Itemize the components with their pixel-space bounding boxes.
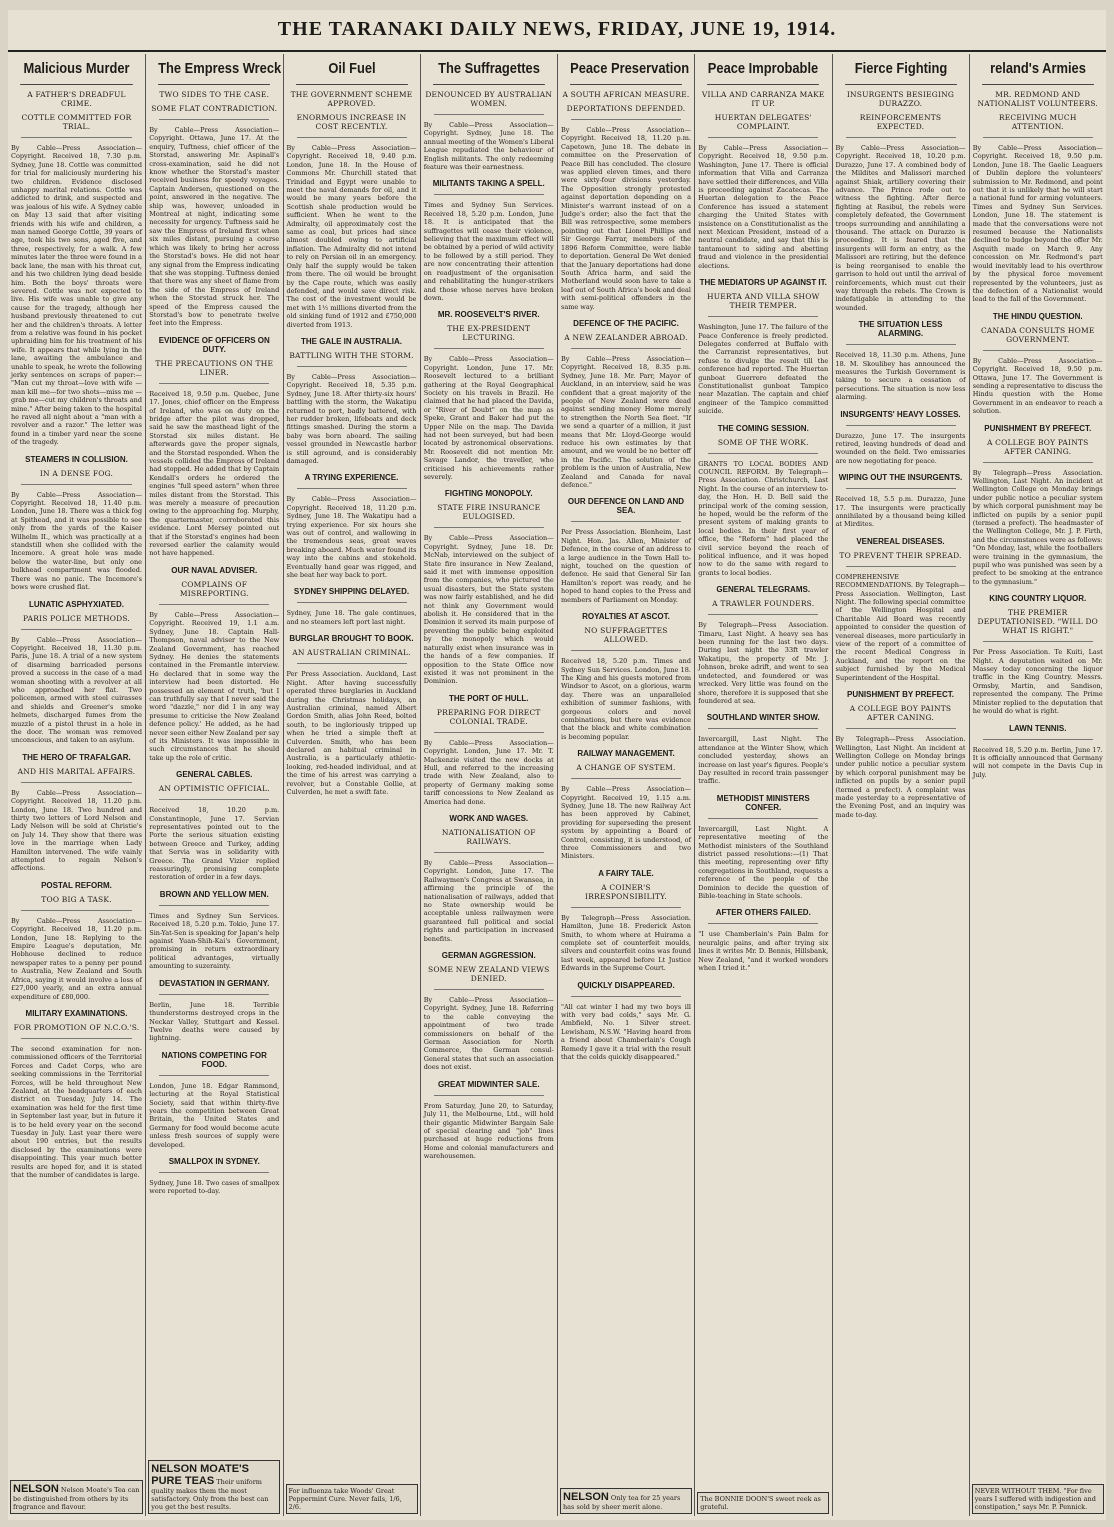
article-body: Received 18, 9.50 p.m. Quebec, June 17. Jones, chief officer on the Empress of Ireland, who was on duty on the bridge after the pilot was dropped, said he saw the masthead light of the Storstad six miles distant. He afterwards gave the proper signals, and the Storstad responded. When the vessels collided the Empress of Ireland had stopped. He added that by Captain Kendall's orders he ordered the engines "full speed astern" when three miles distant from the Storstad. This was merely a measure of precaution owing to the approaching fog. Murphy, the quartermaster, corroborated this evidence. Lord Mersey pointed out that if the Storstad's engines had been reversed earlier the calamity would not have happened. xyxy=(149,389,280,558)
headline-rule xyxy=(159,119,269,120)
article-body: By Cable—Press Association—Copyright. Received 18, 11.40 p.m. London, June 18. There was a thick fog at Spithead, and it was possible to see only from the yards of the Kaiser Wilhelm II., which was practically at a standstill when she collided with the Incemore. A great hole was made below the water-line, but only one bulkhead compartment was flooded. There was no panic. The Incemore's bows were crushed flat. xyxy=(11,490,142,592)
headline-rule xyxy=(846,488,956,489)
article xyxy=(424,489,554,685)
article-body: By Cable—Press Association—Copyright. London, June 17. The Railwaymen's Congress at Swansea, in affirming the principle of the nationalisation of railways, added that no State ownership would be acceptable unless railwaymen were guaranteed full political and social rights and participation in increased benefits. xyxy=(423,858,554,943)
article-headline: QUICKLY DISAPPEARED. xyxy=(577,980,675,990)
article-headline: BURGLAR BROUGHT TO BOOK. xyxy=(289,634,414,644)
column-heading: The Empress Wreck xyxy=(158,54,270,85)
article-body: By Cable—Press Association—Copyright. Sydney, June 18. The annual meeting of the Women's Liberal League repudiated the behaviour of English militants. The only redeeming feature was their earnestness. xyxy=(423,121,554,172)
article-headline: POSTAL REFORM. xyxy=(41,880,112,890)
article-headline: WORK AND WAGES. xyxy=(449,813,529,823)
article-body: London, June 18. Edgar Rammond, lecturing at the Royal Statistical Society, said that within thirty-five years the competition between Great Britain, the United States and Germany for food would become acute unless fresh sources of supply were developed. xyxy=(149,1081,280,1149)
article xyxy=(698,424,828,578)
article-headline: EVIDENCE OF OFFICERS ON DUTY. xyxy=(158,335,270,354)
article-subheadline: COTTLE COMMITTED FOR TRIAL. xyxy=(21,113,132,131)
article-body: By Cable—Press Association—Copyright. Received 18, 9.50 p.m. Ottawa, June 17. The Government is sending a representative to discuss the Hindu question with the Home Government in an endeavor to reach a solution. xyxy=(972,356,1103,416)
article xyxy=(11,90,142,447)
headline-rule xyxy=(846,137,956,138)
article-subheadline: THE EX-PRESIDENT LECTURING. xyxy=(447,324,531,343)
article-body: By Cable—Press Association—Copyright. Received 18, 9.50 p.m. London, June 18. The Gaelic Leaguers of Dublin deplore the volunteers' submission to Mr. Redmond, and point out that it is unlikely that he will start a national fund for arming volunteers. Times and Sydney Sun Services. London, June 18. The statement is made that the conversations were not resumed because the Nationalists declined to budge beyond the offer Mr. Asquith made on March 9. Any concession on Mr. Redmond's part would inevitably lead to his overthrow by the physical force movement represented by the volunteers, just as the defection of a Nationalist would lead to the fall of the Government. xyxy=(972,144,1103,304)
article-subheadline: THE PREMIER DEPUTATIONISED. "WILL DO WHAT IS RIGHT." xyxy=(977,608,1098,636)
article-body: Received 18, 11.30 p.m. Athens, June 18. M. Skoulibey has announced the measures the Turkish Government is taking to secure a cessation of persecutions. The situation is now less alarming. xyxy=(835,351,966,402)
article-subheadline: CANADA CONSULTS HOME GOVERNMENT. xyxy=(980,325,1095,344)
headline-rule xyxy=(983,137,1093,138)
article-subheadline: SOME FLAT CONTRADICTION. xyxy=(151,104,278,113)
article-body: By Cable—Press Association—Copyright. Received 18, 11.20 p.m. London, June 18. Two hundred and thirty two letters of Lord Nelson and Lady Nelson will be sold at Christie's on July 14. They show that there was love in the marriage when Lady Hamilton intervened. The wife vainly attempted to regain Nelson's affections. xyxy=(11,788,142,873)
article-subheadline: FOR PROMOTION OF N.C.O.'S. xyxy=(13,1022,140,1032)
article xyxy=(11,1009,142,1180)
masthead-rule xyxy=(8,50,1106,52)
headline-rule xyxy=(21,910,132,911)
article xyxy=(836,473,966,529)
column-heading: reland's Armies xyxy=(982,54,1094,85)
newspaper-page xyxy=(8,10,1106,1520)
article-body: By Cable—Press Association—Copyright. Received 19, 1.15 a.m. Sydney, June 18. The new Railway Act has been approved by Cabinet, providing for superseding the present system by appointing a Board of Control, consisting, it is understood, of three Commissioners and two Ministers. xyxy=(561,785,691,861)
article-subheadline: BATTLING WITH THE STORM. xyxy=(289,350,414,360)
article-body: By Cable—Press Association—Copyright. Sydney, June 18. Referring to the cable conveying the appointment of two trade commissioners on behalf of the German Association for North Commerce, the German consul-General states that such an association does not exist. xyxy=(423,996,554,1072)
article-subheadline: A TRAWLER FOUNDERS. xyxy=(712,599,815,609)
article-subheadline: REINFORCEMENTS EXPECTED. xyxy=(859,113,942,131)
advertisement xyxy=(286,1484,418,1514)
article xyxy=(149,1051,279,1149)
column-3 xyxy=(283,54,420,1516)
article-subheadline: A COLLEGE BOY PAINTS AFTER CANING. xyxy=(849,704,952,723)
article xyxy=(698,908,828,972)
article-body: Per Press Association. Te Kuiti, Last Night. A deputation waited on Mr. Massey today concerning the liquor traffic in the King Country. Messrs. Ormsby, Martin, and Sandison, represented the company. The Prime Minister replied to the deputation that he would do what is right. xyxy=(972,648,1103,716)
article-headline: A SOUTH AFRICAN MEASURE. xyxy=(562,90,690,99)
article-body: By Cable—Press Association—Copyright. Received 18, 7.30 p.m. Sydney, June 18. Cottle was committed for trial for maliciously murdering his two children. Evidence disclosed unhappy marital relations. Cottle was addicted to drink, and suspected and was jealous of his wife. A Sydney cable on May 13 said that after visiting friends with his wife and children, a man named George Cottle, 39 years of age, took his two sons, aged five, and three, respectively, for a walk. A few minutes later the three were found in a back lane, the man with his throat cut, and his two children lying dead beside him. Both the boys' throats were severed. Cottle was not expected to live. His wife was unable to give any cause for the tragedy, although her husband previously threatened to cut her and the children's throats. A letter from a relative was found in his pocket upbraiding him for his treatment of his wife. It appears that while lying in the lane, awaiting the ambulance and unable to speak, he wrote the following jerky sentences on scraps of paper:— "Man cut my throat—love with wife —man kill me—for two shots—miss me —grab me—cut my children's throats and mine." After being taken to the hospital he raved all night about a "man with a revolver and a razor." The letter was found in a timber yard near the scene of the tragedy. xyxy=(11,144,142,447)
headline-rule xyxy=(571,778,681,779)
article-body: Invercargill, Last Night. The attendance at the Winter Show, which concluded yesterday, shows an increase on last year's figures. People's Day resulted in record train passenger traffic. xyxy=(698,735,829,786)
article-body: By Telegraph—Press Association. Hamilton, June 18. Frederick Aston Smith, to whom where at Huirama a complete set of counterfeit moulds, silvers and counterfeit coins was found last week, appeared before Lt Justice Edwards in the Supreme Court. xyxy=(561,913,691,973)
article xyxy=(973,424,1103,587)
article-headline: RAILWAY MANAGEMENT. xyxy=(577,749,675,759)
headline-rule xyxy=(297,366,407,367)
article xyxy=(149,770,279,882)
article-headline: A FATHER'S DREADFUL CRIME. xyxy=(27,90,126,108)
article-headline: FIGHTING MONOPOLY. xyxy=(444,489,533,499)
headline-rule xyxy=(708,818,818,819)
headline-rule xyxy=(983,739,1093,740)
article-headline: MR. ROOSEVELT'S RIVER. xyxy=(437,310,540,320)
headline-rule xyxy=(159,1075,269,1076)
article-headline: WIPING OUT THE INSURGENTS. xyxy=(838,473,963,483)
article-headline: STEAMERS IN COLLISION. xyxy=(25,454,128,464)
article-subheadline: ENORMOUS INCREASE IN COST RECENTLY. xyxy=(296,113,407,131)
article xyxy=(287,337,417,465)
article xyxy=(11,881,142,1001)
article-headline: OUR DEFENCE ON LAND AND SEA. xyxy=(567,497,685,516)
column-heading: Oil Fuel xyxy=(296,54,408,85)
column-heading: Fierce Fighting xyxy=(845,54,957,85)
headline-rule xyxy=(571,996,681,997)
article-subheadline: PARIS POLICE METHODS. xyxy=(23,613,130,623)
article-headline: AFTER OTHERS FAILED. xyxy=(715,908,811,918)
headline-rule xyxy=(983,641,1093,642)
article-headline: THE HINDU QUESTION. xyxy=(992,311,1083,321)
article-subheadline: COMPLAINS OF MISREPORTING. xyxy=(179,579,249,598)
headline-rule xyxy=(434,732,544,733)
headline-rule xyxy=(434,348,544,349)
article-subheadline: A COLLEGE BOY PAINTS AFTER CANING. xyxy=(986,437,1089,456)
article xyxy=(424,90,554,171)
headline-rule xyxy=(708,316,818,317)
article xyxy=(149,90,279,328)
column-6 xyxy=(694,54,831,1516)
headline-rule xyxy=(21,1038,132,1039)
headline-rule xyxy=(571,907,681,908)
article-headline: OUR NAVAL ADVISER. xyxy=(171,565,258,575)
headline-rule xyxy=(434,1095,544,1096)
advertisement xyxy=(972,1484,1104,1514)
article xyxy=(836,410,966,466)
article-headline: SMALLPOX IN SYDNEY. xyxy=(168,1156,260,1166)
article-body: "I use Chamberlain's Pain Balm for neuralgic pains, and after trying six lines it writes Mr. D. Bennis, Hillsbank, New Zealand, "and it worked wonders when I tried it." xyxy=(698,930,829,973)
article-headline: MR. REDMOND AND NATIONALIST VOLUNTEERS. xyxy=(977,90,1098,108)
headline-rule xyxy=(159,994,269,995)
article-headline: VENEREAL DISEASES. xyxy=(856,536,945,546)
article xyxy=(424,1080,554,1161)
article-body: By Cable—Press Association—Copyright. Sydney, June 18. Dr. McNab, interviewed on the subject of State fire insurance in New Zealand, said it met with immense opposition from the companies, who pictured the usual disasters, but the State system was now fairly established, and he did not think any Government would abolish it. He considered that in the Dominion it served its main purpose of preventing the public being exploited by the monopoly which would naturally exist when insurance was in the hands of a few companies. If opposition to the State Office now existed it was not prominent in the Dominion. xyxy=(423,534,554,686)
article-body: By Cable—Press Association—Copyright. Received 19, 1.1 a.m. Sydney, June 18. Captain Hall-Thompson, naval adviser to the New Zealand Government, has reached Sydney. He denies the statements contained in the Fremantle interview. He declared that in some way the interview had been distorted. He possessed an element of truth, 'but I can truthfully say that I never said the word "dazzle," nor did I in any way presume to criticise the New Zealand defence policy.' He added, as he had never seen either New Zealand per say of its Ministers. It was impossible in such circumstances that he should take up the role of critic. xyxy=(149,610,280,762)
article-subheadline: HUERTA AND VILLA SHOW THEIR TEMPER. xyxy=(707,292,820,311)
masthead: THE TARANAKI DAILY NEWS, FRIDAY, JUNE 19, 1914. xyxy=(277,18,837,40)
headline-rule xyxy=(297,663,407,664)
headline-rule xyxy=(846,566,956,567)
article-headline: TWO SIDES TO THE CASE. xyxy=(159,90,270,99)
article-body: Washington, June 17. The failure of the Peace Conference is freely predicted. Delegates conferred at Buffalo with the Carranzist representatives, but refuse to divulge the result till the conference had reported. The Huertan gunboat Guerrero defeated the Constitutionalist gunboat Tampico near Mazatlan. The captain and chief engineer of the Tampico committed suicide. xyxy=(698,323,829,416)
article xyxy=(561,749,691,861)
article-body: "All cat winter I had my two boys ill with very bad colds," says Mr. G. Ambfield, No. 1 Silver street. Lewisham, N.S.W. "Having heard from a friend about Chamberlain's Cough Remedy I gave it a trial with the result that the colds quickly disappeared." xyxy=(561,1002,691,1062)
ad-text: The BONNIE DOON'S sweet reek as grateful. xyxy=(700,1495,821,1511)
article-subheadline: STATE FIRE INSURANCE EULOGISED. xyxy=(437,503,541,522)
ad-brand: NELSON MOATE'S PURE TEAS xyxy=(151,1463,249,1487)
article-headline: LAWN TENNIS. xyxy=(1009,723,1067,733)
column-4 xyxy=(420,54,557,1516)
headline-rule xyxy=(159,1172,269,1173)
article xyxy=(11,600,142,745)
headline-rule xyxy=(434,989,544,990)
article-body: Received 18, 10.20 p.m. Constantinople, June 17. Servian representatives pointed out to the Porte the serious situation existing between Greece and Turkey, adding that Servia was in solidarity with Greece. The Grand Vizier replied reassuringly, promising complete restoration of order in a few days. xyxy=(149,806,280,882)
headline-rule xyxy=(434,527,544,528)
ad-brand: NELSON xyxy=(563,1491,609,1503)
article-body: By Telegraph—Press Association. Wellington, Last Night. An incident at Wellington College on Monday brings under public notice a peculiar system by which corporal punishment may be inflicted on pupils by a senior pupil (termed a prefect). A complaint was made yesterday to a representative of the Evening Post, and an inquiry was made to-day. xyxy=(835,735,966,819)
headline-rule xyxy=(434,194,544,195)
article-headline: ROYALTIES AT ASCOT. xyxy=(582,612,670,622)
column-2 xyxy=(145,54,282,1516)
headline-rule xyxy=(983,350,1093,351)
article-body: By Cable—Press Association—Copyright. Received 18, 8.35 p.m. Sydney, June 18. Mr. Parr, Mayor of Auckland, in an interview, said he was confident that a great majority of the people of New Zealand were dead against sending money Home merely to strengthen the North Sea fleet. "If we send a quarter of a million, it just means that Mr. Lloyd-George would reduce his own estimates by that amount, and we would be no better off in the Pacific. The solution of the problem is the union of Australia, New Zealand and Canada for naval defence." xyxy=(561,354,691,490)
article xyxy=(973,312,1103,416)
headline-rule xyxy=(571,650,681,651)
ad-brand: NELSON xyxy=(13,1483,59,1495)
article-body: Durazzo, June 17. The insurgents retired, leaving hundreds of dead and wounded on the field. Two emissaries are now negotiating for peace. xyxy=(835,431,966,465)
headline-rule xyxy=(159,604,269,605)
article-headline: THE GALE IN AUSTRALIA. xyxy=(300,336,403,346)
article-headline: A FAIRY TALE. xyxy=(598,868,654,878)
article xyxy=(698,585,828,705)
article-body: By Cable—Press Association—Copyright. Ottawa, June 17. At the enquiry, Tuftness, chief officer of the Storstad, answering Mr. Aspinall's cross-examination, said he did not know whether the Storstad's master received business for speedy voyages. Captain Andersen, questioned on the point, answered in the negative. The ship was, however, unloaded in Montreal at night, indicating some necessity for urgency. Tuftness said he saw the Empress of Ireland first when six miles distant, pursuing a course which was likely to bring her across the Storstad's bows. He did not hear any signal from the Empress indicating that she was stopping. Tuftness denied that there was any sheet of flame from the side of the Empress of Ireland when the Storstad struck her. The speed of the Empress caused the Storstad's bow to penetrate twelve feet into the Empress. xyxy=(149,126,280,328)
headline-rule xyxy=(571,348,681,349)
article xyxy=(287,473,417,579)
article-subheadline: THE PRECAUTIONS ON THE LINER. xyxy=(155,358,274,377)
article-body: Sydney, June 18. Two cases of smallpox were reported to-day. xyxy=(149,1178,280,1196)
article-subheadline: TOO BIG A TASK. xyxy=(41,894,112,904)
article-body: By Cable—Press Association—Copyright. Received 18, 5.35 p.m. Sydney, June 18. After thirty-six hours' battling with the storm, the Wakatipu returned to port, badly battered, with her rudder broken, lifeboats and deck fittings smashed. During the storm a baby was born aboard. The sailing vessel grounded in Newcastle harbor is still aground, and is considerably damaged. xyxy=(286,372,417,465)
headline-rule xyxy=(708,453,818,454)
headline-rule xyxy=(708,923,818,924)
article xyxy=(836,537,966,682)
article-subheadline: PREPARING FOR DIRECT COLONIAL TRADE. xyxy=(436,707,541,726)
column-heading: Peace Improbable xyxy=(707,54,819,85)
article xyxy=(287,634,417,796)
article-body: From Saturday, June 20, to Saturday, July 11, the Melbourne, Ltd., will hold their gigantic Midwinter Bargain Sale of special clearing and "job" lines purchased at huge reductions from Home and colonial manufacturers and warehousemen. xyxy=(423,1101,554,1161)
article-body: By Cable—Press Association—Copyright. Received 18, 9.50 p.m. Washington, June 17. There is official information that Villa and Carranza have settled their differences, and Villa is proceeding against Zacatecas. The Huertan delegation to the Peace Conference has issued a statement charging the United States with insistence on a Constitutionalist as the next Mexican President, instead of a neutral candidate, and say that this is tantamount to siding and abetting fraud and violence in the presidential elections. xyxy=(698,144,829,270)
article xyxy=(149,890,279,971)
article-subheadline: TO PREVENT THEIR SPREAD. xyxy=(839,550,962,560)
article xyxy=(424,814,554,943)
article-body: Sydney, June 18. The gale continues, and no steamers left port last night. xyxy=(286,609,417,626)
article-body: By Cable—Press Association—Copyright. Received 18, 9.40 p.m. London, June 18. In the House of Commons Mr. Churchill stated that Trinidad and Egypt were unable to meet the naval demands for oil, and it would be many years before the Scottish shale production would be sufficient. When he went to the Admiralty, oil approximately cost the same as coal, but prices had since almost doubled owing to artificial inflation. The Admiralty did not intend to rely on Persian oil in an emergency. Only half the supply would be taken from there. The oil would be brought by the Cape route, which was easily defended, and would save direct risk. The cost of the investment would be met with 1½ millions diverted from the old sinking fund of 1912 and £750,000 diverted from 1913. xyxy=(286,144,417,329)
article-headline: BROWN AND YELLOW MEN. xyxy=(159,889,269,899)
article-headline: INSURGENTS' HEAVY LOSSES. xyxy=(840,409,961,419)
article-body: GRANTS TO LOCAL BODIES AND COUNCIL REFORM. By Telegraph—Press Association. Christchurch, Last Night. In the course of an interview to-day, the Hon. H. D. Bell said the principal work of the coming session, he hoped, would be the reform of the present system of making grants to local bodies. In their first year of office, the "Reform" had placed the civil service beyond the reach of political influence, and it was hoped now to do the same with regard to grants to local bodies. xyxy=(698,459,829,577)
article-body: COMPREHENSIVE RECOMMENDATIONS. By Telegraph—Press Association. Wellington, Last Night. The following special committee of the Wellington Hospital and Charitable Aid Board was recently appointed to consider the question of venereal diseases, more particularly in view of the report of a committee of the recent Medical Congress in Auckland, and the report on the subject furnished by the Medical Superintendent of the Hospital. xyxy=(835,572,966,682)
ad-text: NEVER WITHOUT THEM. "For five years I suffered with indigestion and constipation," says Mr. P. Pennick. xyxy=(974,1487,1096,1511)
headline-rule xyxy=(846,344,956,345)
article xyxy=(11,753,142,873)
article-headline: DENOUNCED BY AUSTRALIAN WOMEN. xyxy=(425,90,553,108)
ad-text: Their uniform quality makes them the most satisfactory. Only from the best can you get the best results. xyxy=(151,1478,269,1511)
article xyxy=(698,794,828,901)
article-headline: PUNISHMENT BY PREFECT. xyxy=(847,690,954,700)
ad-text: For influenza take Woods' Great Peppermint Cure. Never fails, 1/6, 2/6. xyxy=(288,1487,402,1511)
headline-rule xyxy=(21,629,132,630)
article-subheadline: AN AUSTRALIAN CRIMINAL. xyxy=(292,648,411,658)
headline-rule xyxy=(21,782,132,783)
article-subheadline: SOME NEW ZEALAND VIEWS DENIED. xyxy=(427,965,550,984)
article-body: By Cable—Press Association—Copyright. London, June 17. Mr. T. Mackenzie visited the new docks at Hull, and referred to the increasing trade with New Zealand, also to property of Germany making some tariff concessions to New Zealand as America had done. xyxy=(423,738,554,806)
article-headline: METHODIST MINISTERS CONFER. xyxy=(716,793,810,812)
column-7 xyxy=(832,54,969,1516)
article xyxy=(149,336,279,558)
article-headline: GREAT MIDWINTER SALE. xyxy=(437,1079,540,1089)
headline-rule xyxy=(708,137,818,138)
column-5 xyxy=(557,54,694,1516)
article xyxy=(836,320,966,401)
article-body: By Cable—Press Association—Copyright. Received 18, 10.20 p.m. Durazzo, June 17. A combined body of the Mildites and Malissori marched against Shiak, artillery covering their advance. The Prince rode out to witness the fighting. After fierce fighting at Rasibul, the rebels were completely defeated, the Government troops surrounding and annihilating a thousand. The attack on Durazzo is proceeding. It is feared that the insurgents will form an entry, as the Malissori are retiring, but the defence is being reorganised to enable the garrison to hold out until the arrival of reinforcements, which must cut their way through the rebels. The Crown is indefatigable in attending to the wounded. xyxy=(835,144,966,312)
article-body: Received 18, 5.20 p.m. Berlin, June 17. It is officially announced that Germany will not compete in the Davis Cup in July. xyxy=(972,745,1103,779)
article-headline: MILITARY EXAMINATIONS. xyxy=(25,1008,128,1018)
article-subheadline: A NEW ZEALANDER ABROAD. xyxy=(564,332,688,342)
column-1 xyxy=(8,54,145,1516)
article-headline: MILITANTS TAKING A SPELL. xyxy=(432,179,545,189)
article xyxy=(149,1157,279,1196)
article-subheadline: DEPORTATIONS DEFENDED. xyxy=(566,104,686,113)
article xyxy=(149,979,279,1043)
article-body: By Cable—Press Association—Copyright. Received 18, 11.20 p.m. London, June 18. Replying to the Empire League's deputation, Mr. Hobhouse declined to reduce newspaper rates to a penny per pound to Australia, New Zealand and South Africa, saying it would involve a loss of £27,000 yearly, and an extra annual expenditure of £80,000. xyxy=(11,916,142,1001)
article xyxy=(973,90,1103,304)
headline-rule xyxy=(297,602,407,603)
article xyxy=(11,455,142,592)
article-headline: NATIONS COMPETING FOR FOOD. xyxy=(161,1050,267,1069)
column-8 xyxy=(969,54,1106,1516)
article-headline: THE HERO OF TRAFALGAR. xyxy=(22,752,131,762)
headline-rule xyxy=(434,852,544,853)
article xyxy=(973,594,1103,715)
article xyxy=(698,713,828,785)
article xyxy=(973,724,1103,780)
article-body: The second examination for non-commissioned officers of the Territorial Forces and Cadet Corps, who are seeking commissions in the Territorial Forces, will be held throughout New Zealand, at the headquarters of each district on Tuesday, July 14. The examination was held for the first time in September last year, but in future it is to be held every year on the second Tuesday in July. Last year there were about 190 entries, but the results disclosed by the examinations were disappointing. This year much better results are hoped for, and it is stated that the number of candidates is large. xyxy=(11,1044,142,1179)
article-subheadline: AND HIS MARITAL AFFAIRS. xyxy=(17,766,136,776)
ad-text: Nelson Moate's Tea can be distinguished from others by its fragrance and flavour. xyxy=(13,1486,140,1511)
article-body: Invercargill, Last Night. A representative meeting of the Methodist ministers of the Southland district passed resolutions:—(1) That this meeting, representing over fifty congregations in Southland, requests a reference of the people of the Dominion to decide the question of Bible-teaching in State schools. xyxy=(698,824,829,900)
article xyxy=(149,566,279,762)
article-body: By Telegraph—Press Association. Timaru, Last Night. A heavy sea has been running for the last two days. During last night the 33ft trawler Wakatipu, the property of Mr. J. Johnson, broke adrift, and went to sea undetected, and foundered or was wrecked. Very little was found on the shore, therefore it is supposed that she foundered at sea. xyxy=(698,621,829,705)
article xyxy=(561,90,691,311)
article-headline: GENERAL CABLES. xyxy=(176,770,253,780)
headline-rule xyxy=(846,728,956,729)
ad-text: Only tea for 25 years has sold by sheer merit alone. xyxy=(563,1494,681,1511)
article-body: By Cable—Press Association—Copyright. London, June 17. Mr. Roosevelt lectured to a brilliant gathering at the Royal Geographical Society on his travels in Brazil. He claimed that he had placed the Davida, or "River of Doubt" on the map as Speke, Grant and Baker had put the Upper Nile on the map. The Davida had not been surveyed, but had been located by astronomical observations. Mr. Roosevelt did not mention Mr. Savage Landor, the traveller, who criticised his achievements rather severely. xyxy=(423,355,554,481)
article-body: Per Press Association. Blenheim, Last Night. Hon. Jas. Allen, Minister of Defence, in the course of an address to a large audience in the Town Hall to-night, touched on the question of defence. He said that General Sir Ian Hamilton's report was ready, and he hoped to hand copies to the Press and members of Parliament on Monday. xyxy=(561,528,691,604)
article-subheadline: A CHANGE OF SYSTEM. xyxy=(576,763,676,773)
headline-rule xyxy=(159,383,269,384)
article-subheadline: NATIONALISATION OF RAILWAYS. xyxy=(441,827,536,846)
article-headline: INSURGENTS BESIEGING DURAZZO. xyxy=(846,90,955,108)
article-subheadline: HUERTAN DELEGATES' COMPLAINT. xyxy=(714,113,812,131)
article-body: By Cable—Press Association—Copyright. Received 18, 11.20 p.m. Capetown, June 18. The debate in committee on the Preservation of Peace Bill has concluded. The closure was applied eleven times, and there were sixty-four divisions yesterday. The Opposition strongly protested against deportation depending on a Minister's warrant instead of on a Judge's order; also the fact that the Bill was retrospective, some members pointing out that Lionel Phillips and Sir George Farrar, members of the 1896 Reform Committee, were liable to deportation. General De Wet denied that the January deportations had done South Africa harm, and said the Motherland would soon have to take a leaf out of South Africa's book and deal with semi-political offenders in the same way. xyxy=(561,126,691,311)
article xyxy=(424,951,554,1072)
headline-rule xyxy=(434,114,544,115)
headline-rule xyxy=(708,614,818,615)
article xyxy=(698,278,828,415)
article-body: Received 18, 5.20 p.m. Times and Sydney Sun Services. London, June 18. The King and his guests motored from Windsor to Ascot, on a glorious, warm day. There was an unparalleled exhibition of summer fashions, with gorgeous colors and novel combinations, but there was evidence that the black and white combination is becoming popular. xyxy=(561,657,691,741)
article-subheadline: SOME OF THE WORK. xyxy=(717,437,809,447)
article-body: By Cable—Press Association—Copyright. Received 18, 11.30 p.m. Paris, June 18. A trial of a new system of disarming barricaded persons proved a success in the case of a mad woman shooting with a revolver at all who approached her flat. Two policemen, armed with steel cuirasses and shields and Greener's smoke helmets, discharged fumes from the muzzle of a pistol thrust in a hole in the door. The woman was removed unconscious, and taken to an asylum. xyxy=(11,635,142,745)
article xyxy=(836,690,966,819)
article xyxy=(561,869,691,973)
column-heading: Malicious Murder xyxy=(20,54,133,85)
article-subheadline: NO SUFFRAGETTES ALLOWED. xyxy=(584,626,668,645)
article-subheadline: RECEIVING MUCH ATTENTION. xyxy=(998,113,1077,131)
article xyxy=(287,90,417,329)
article-body: Berlin, June 18. Terrible thunderstorms destroyed crops in the Neckar Valley, Stuttgart and Kessel. Twelve deaths were caused by lightning. xyxy=(149,1000,280,1043)
article-headline: A TRYING EXPERIENCE. xyxy=(304,473,399,483)
headline-rule xyxy=(708,728,818,729)
article-headline: SYDNEY SHIPPING DELAYED. xyxy=(293,587,410,597)
headline-rule xyxy=(571,521,681,522)
article-body: Times and Sydney Sun Services. Received 18, 5.20 p.m. London, June 18. It is anticipated that the suffragettes will cease their violence, believing that the maximum effect will be obtained by a period of wild activity to be followed by a still period. They are now concentrating their attention on readjustment of the organisation and rehabilitating the hunger-strikers and those whose nerves have broken down. xyxy=(423,201,554,302)
article-headline: THE GOVERNMENT SCHEME APPROVED. xyxy=(290,90,413,108)
article-body: By Telegraph—Press Association. Wellington, Last Night. An incident at Wellington College on Monday brings under public notice a peculiar system by which corporal punishment may be inflicted on pupils by a senior pupil (termed a prefect). The headmaster of the Wellington College, Mr. J. P. Firth, and the circumstances were as follows: "On Monday, last, while the footballers were training in the gymnasium, the pupil who was punished was seen by a prefect to be smoking at the entrance to the gymnasium." xyxy=(972,468,1103,586)
article-body: Times and Sydney Sun Services. Received 18, 5.20 p.m. Tokio, June 17. Sin-Yat-Sen is speaking for Japan's help against Yuan-Shih-Kai's Government, promising in return extraordinary political advantages, virtually amounting to suzerainty. xyxy=(149,911,280,971)
article xyxy=(424,310,554,481)
advertisement xyxy=(697,1492,829,1514)
article-headline: VILLA AND CARRANZA MAKE IT UP. xyxy=(701,90,825,108)
headline-rule xyxy=(297,137,407,138)
headline-rule xyxy=(846,425,956,426)
headline-rule xyxy=(159,799,269,800)
article-headline: DEFENCE OF THE PACIFIC. xyxy=(573,318,679,328)
article xyxy=(424,179,554,302)
advertisement xyxy=(10,1480,143,1514)
article-headline: THE MEDIATORS UP AGAINST IT. xyxy=(699,278,827,288)
article xyxy=(698,90,828,270)
article-headline: PUNISHMENT BY PREFECT. xyxy=(984,423,1092,433)
article-subheadline: AN OPTIMISTIC OFFICIAL. xyxy=(158,784,270,794)
article-headline: KING COUNTRY LIQUOR. xyxy=(989,594,1087,604)
article-headline: SOUTHLAND WINTER SHOW. xyxy=(706,713,820,723)
advertisement xyxy=(148,1460,280,1514)
column-heading: Peace Preservation xyxy=(570,54,682,85)
article-headline: THE SITUATION LESS ALARMING. xyxy=(858,320,943,339)
article-headline: THE COMING SESSION. xyxy=(717,423,809,433)
headline-rule xyxy=(297,488,407,489)
article-headline: GENERAL TELEGRAMS. xyxy=(716,585,811,595)
columns xyxy=(8,54,1106,1516)
headline-rule xyxy=(159,905,269,906)
headline-rule xyxy=(983,462,1093,463)
article-headline: GERMAN AGGRESSION. xyxy=(441,951,536,961)
article xyxy=(561,497,691,604)
article-body: Per Press Association. Auckland, Last Night. After having successfully operated three burglaries in Auckland during the Christmas holidays, an Australian criminal, named Albert Gordon Smith, alias John Reed, bolted south, to be ingloriously tripped up when he tried a simple theft at Culverden. Smith, who has been declared an habitual criminal in Australia, is a particularly athletic-looking, red-headed individual, and at the time of his arrest was carrying a revolver, but a Constable Gollie, at Culverden, he met a swift fate. xyxy=(286,670,417,796)
article xyxy=(561,319,691,490)
article-body: Received 18, 5.5 p.m. Durazzo, June 17. The insurgents were practically annihilated by a thousand being killed at Mirdites. xyxy=(835,495,966,529)
article-headline: LUNATIC ASPHYXIATED. xyxy=(29,599,124,609)
article-subheadline: A COINER'S IRRESPONSIBILITY. xyxy=(585,882,667,901)
article xyxy=(836,90,966,312)
article xyxy=(424,694,554,806)
headline-rule xyxy=(21,137,132,138)
article xyxy=(561,612,691,741)
advertisement xyxy=(560,1488,692,1514)
headline-rule xyxy=(21,484,132,485)
article-headline: THE PORT OF HULL. xyxy=(448,693,529,703)
article-body: By Cable—Press Association—Copyright. Received 18, 11.20 p.m. Sydney, June 18. The Wakatipu had a trying experience. For six hours she was out of control, and wallowing in the tremendous seas, great waves breaking aboard. Much water found its way into the cabins and stokehold. Eventually hand gear was rigged, and she beat her way back to port. xyxy=(286,495,417,580)
column-heading: The Suffragettes xyxy=(433,54,545,85)
headline-rule xyxy=(571,119,681,120)
article-subheadline: IN A DENSE FOG. xyxy=(39,468,114,478)
article-headline: DEVASTATION IN GERMANY. xyxy=(159,978,270,988)
article xyxy=(287,587,417,626)
article xyxy=(561,981,691,1062)
